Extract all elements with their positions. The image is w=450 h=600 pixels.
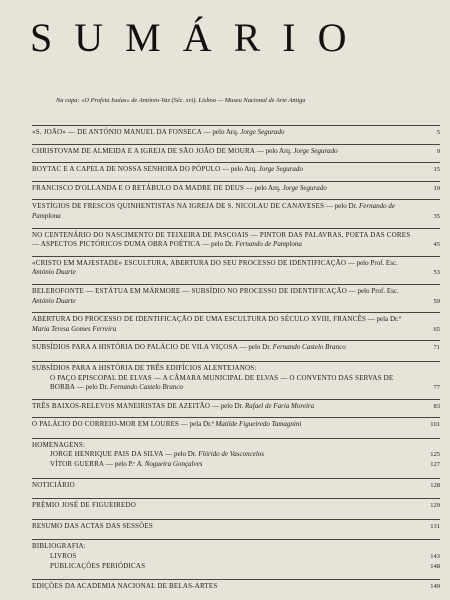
toc-entry [32, 498, 440, 511]
entry-by: — pelo Dr. [163, 450, 199, 459]
entry-author: Jorge Segurado [258, 165, 303, 174]
entry-page: 35 [433, 212, 440, 220]
entry-author: António Duarte [32, 268, 76, 277]
entry-title: VESTÍGIOS DE FRESCOS QUINHENTISTAS NA IGREJA DE S. NICOLAU DE CANAVESES [32, 202, 325, 211]
toc-entry [32, 199, 440, 221]
entry-page: 45 [433, 241, 440, 249]
entry-title: PRÉMIO JOSÉ DE FIGUEIREDO [32, 501, 136, 510]
entry-title: O PALÁCIO DO CORREIO-MOR EM LOURES [32, 420, 180, 429]
entry-title: «CRISTO EM MAJESTADE» ESCULTURA, ABERTURA DO SEU PROCESSO DE IDENTIFICAÇÃO [32, 258, 347, 267]
toc-entry [32, 144, 440, 157]
entry-title: NO CENTENÁRIO DO NASCIMENTO DE TEIXEIRA DE PASCOAIS — PINTOR DAS PALAVRAS, POETA DAS CORES — ASPECTOS PICTÓRICOS DUMA OBRA POÉTICA [32, 230, 411, 249]
toc-entry [32, 181, 440, 194]
entry-title: NOTICIÁRIO [32, 480, 75, 489]
entry-title: JORGE HENRIQUE PAIS DA SILVA [50, 450, 164, 459]
entry-page: 131 [430, 522, 440, 530]
toc-entry [32, 162, 440, 175]
toc-entry [32, 460, 440, 470]
section-heading: HOMENAGENS: [32, 440, 86, 449]
entry-title: BOYTAC E A CAPELA DE NOSSA SENHORA DO PÓPULO [32, 165, 221, 174]
toc-section [32, 361, 440, 374]
entry-page: 5 [436, 129, 440, 136]
entry-author: Maria Teresa Gomes Ferreira [32, 324, 117, 333]
entry-title: CHRISTOVAM DE ALMEIDA E A IGREJA DE SÃO JOÃO DE MOURA [32, 146, 256, 155]
entry-by: — pelo P.ᵉ [104, 460, 137, 469]
entry-author: Jorge Segurado [293, 146, 338, 155]
entry-author: Fernando Castelo Branco [272, 343, 346, 352]
toc-entry [32, 312, 440, 334]
entry-title: ABERTURA DO PROCESSO DE IDENTIFICAÇÃO DE UMA ESCULTURA DO SÉCULO XVIII, FRANCÊS [32, 315, 367, 324]
toc-entry [32, 562, 440, 572]
entry-author: Matilde Figueiredo Tamagnini [215, 420, 302, 429]
toc-entry [32, 450, 440, 460]
toc-entry [32, 125, 440, 138]
toc-entry [32, 284, 440, 306]
entry-title: O PAÇO EPISCOPAL DE ELVAS — A CÂMARA MUNICIPAL DE ELVAS — O CONVENTO DAS SERVAS DE BORBA [50, 373, 394, 392]
toc-entry [32, 256, 440, 278]
entry-page: 59 [433, 297, 440, 305]
entry-page: 19 [433, 184, 440, 192]
entry-by: — pelo Arq. [255, 146, 294, 155]
cover-caption: Na capa: «O Profeta Isaías» de António-Vaz (Séc. xvi). Lisboa — Museu Nacional de Arte Antiga [56, 97, 306, 104]
entry-by: — pelo Dr. [324, 202, 359, 211]
section-heading: BIBLIOGRAFIA: [32, 542, 86, 551]
toc-entry [32, 552, 440, 562]
entry-author: Jorge Segurado [282, 183, 327, 192]
entry-page: 83 [433, 402, 440, 410]
entry-page: 143 [430, 553, 440, 561]
toc-entry [32, 478, 440, 491]
entry-page: 127 [430, 461, 440, 469]
entry-by: — pela Dr.ª [179, 420, 216, 429]
toc-section [32, 539, 440, 552]
entry-page: 149 [430, 583, 440, 591]
entry-title: EDIÇÕES DA ACADEMIA NACIONAL DE BELAS-ARTES [32, 582, 218, 591]
toc-entry [32, 519, 440, 532]
entry-title: RESUMO DAS ACTAS DAS SESSÕES [32, 521, 153, 530]
entry-page: 129 [430, 502, 440, 510]
toc-section [32, 438, 440, 451]
entry-by: — pelo Dr. [210, 401, 245, 410]
entry-author: Fernando de Pamplona [235, 240, 302, 249]
entry-by: — pelo Arq. [220, 165, 259, 174]
entry-page: 15 [433, 166, 440, 174]
entry-author: Fernando Castelo Branco [109, 383, 184, 392]
entry-page: 65 [433, 325, 440, 333]
toc-entry [32, 340, 440, 353]
toc-entry [32, 228, 440, 250]
entry-title: FRANCISCO D'OLLANDA E O RETÁBULO DA MADRE DE DEUS [32, 183, 245, 192]
entry-page: 125 [430, 451, 440, 459]
entry-by: — pelo Arq. [201, 128, 241, 136]
entry-by: — pela Dr.ª [366, 315, 401, 324]
contents-list [32, 125, 440, 592]
toc-entry [32, 579, 440, 592]
entry-author: Jorge Segurado [240, 128, 285, 136]
entry-title: LIVROS [50, 552, 77, 561]
entry-page: 9 [436, 147, 440, 155]
entry-title: PUBLICAÇÕES PERIÓDICAS [50, 561, 146, 570]
entry-title: SUBSÍDIOS PARA A HISTÓRIA DO PALÁCIO DE VILA VIÇOSA [32, 343, 238, 352]
entry-by: — pelo Prof. Esc. [347, 286, 399, 295]
section-heading: SUBSÍDIOS PARA A HISTÓRIA DE TRÊS EDIFÍCIOS ALENTEJANOS: [32, 363, 257, 372]
entry-title: TRÊS BAIXOS-RELEVOS MANEIRISTAS DE AZEITÃO [32, 401, 211, 410]
page-title: SUMÁRIO [30, 15, 369, 60]
toc-entry [32, 417, 440, 430]
entry-author: A. Nogueira Gonçalves [136, 460, 203, 469]
entry-author: António Duarte [32, 296, 76, 305]
entry-page: 101 [430, 421, 440, 429]
entry-by: — pelo Arq. [244, 183, 283, 192]
entry-by: — pelo Dr. [75, 383, 110, 392]
entry-by: — pelo Prof. Esc. [346, 258, 398, 267]
entry-by: — pelo Dr. [237, 343, 273, 352]
entry-title: «S. JOÃO» — DE ANTÓNIO MANUEL DA FONSECA [32, 128, 202, 136]
entry-page: 128 [430, 481, 440, 489]
entry-author: Rafael de Faria Moreira [244, 401, 315, 410]
entry-title: VÍTOR GUERRA [50, 460, 105, 469]
entry-title: BELEROFONTE — ESTÁTUA EM MÁRMORE — SUBSÍDIO NO PROCESSO DE IDENTIFICAÇÃO [32, 286, 348, 295]
entry-page: 71 [433, 344, 440, 352]
entry-author: Fernando de Pamplona [32, 202, 395, 220]
toc-entry [32, 399, 440, 412]
entry-page: 77 [433, 384, 440, 392]
toc-entry [32, 374, 440, 393]
entry-author: Flórido de Vasconcelos [198, 450, 265, 459]
entry-page: 53 [433, 269, 440, 277]
entry-by: — pelo Dr. [200, 240, 236, 249]
entry-page: 148 [430, 562, 440, 570]
